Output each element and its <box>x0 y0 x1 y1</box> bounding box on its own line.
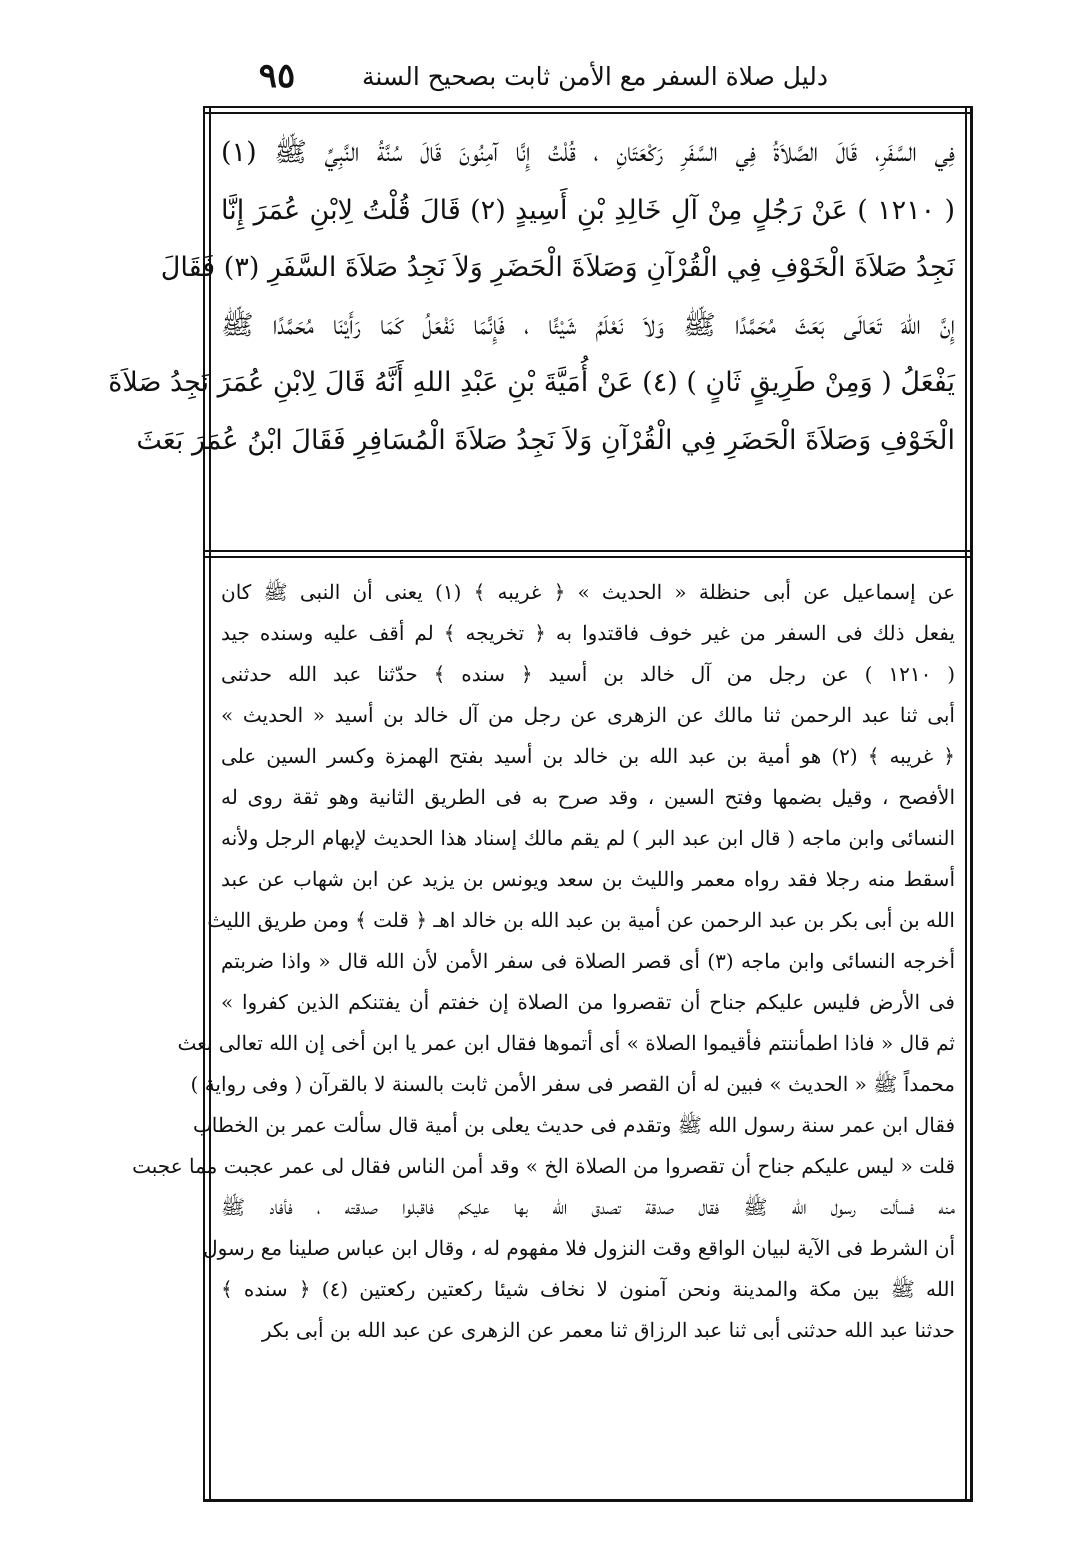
main-text-line: إِنَّ اللهَ تَعَالَى بَعَثَ مُحَمَّدًا ﷺ وَلاَ نَعْلَمُ شَيْئًا ، فَإِنَّمَا نَفْعَلُ كَمَا رَأَيْنَا مُحَمَّدًا ﷺ <box>221 309 955 341</box>
footnote-line: ( ١٢١٠ ) عن رجل من آل خالد بن أسيد ﴿ سنده ﴾ حدّثنا عبد الله حدثنى <box>221 662 955 686</box>
frame-bottom-rule <box>203 1499 973 1502</box>
main-text <box>108 124 955 470</box>
footnote-line: الأفصح ، وقيل بضمها وفتح السين ، وقد صرح به فى الطريق الثانية وهو ثقة روى له <box>221 785 955 809</box>
main-text-line: ( ١٢١٠ ) عَنْ رَجُلٍ مِنْ آلِ خَالِدِ بْنِ أَسِيدٍ (٢) قَالَ قُلْتُ لِابْنِ عُمَرَ إِنَّا <box>221 194 955 226</box>
footnote-line: محمداً ﷺ « الحديث » فبين له أن القصر فى سفر الأمن ثابت بالسنة لا بالقرآن ( وفى رواية ) <box>190 1072 955 1096</box>
frame-top-inner-rule <box>203 112 973 114</box>
footnote-line: أسقط منه رجلا فقد رواه معمر والليث بن سعد ويونس بن يزيد عن ابن شهاب عن عبد <box>221 867 955 891</box>
footnote-line: قلت « ليس عليكم جناح أن تقصروا من الصلاة الخ » وقد أمن الناس فقال لى عمر عجبت مما عجبت <box>132 1154 955 1178</box>
footnote-line: ﴿ غريبه ﴾ (٢) هو أمية بن عبد الله بن خالد بن أسيد بفتح الهمزة وكسر السين على <box>221 744 955 768</box>
running-title: دليل صلاة السفر مع الأمن ثابت بصحيح السنة <box>361 62 829 91</box>
footnote-line: الله ﷺ بين مكة والمدينة ونحن آمنون لا نخاف شيئا ركعتين ركعتين (٤) ﴿ سنده ﴾ <box>221 1277 955 1301</box>
footnote-line: فى الأرض فليس عليكم جناح أن تقصروا من الصلاة إن خفتم أن يفتنكم الذين كفروا » <box>221 990 955 1014</box>
footnote-line: أن الشرط فى الآية لبيان الواقع وقت النزول فلا مفهوم له ، وقال ابن عباس صلينا مع رسول <box>203 1236 955 1260</box>
frame-right-inner-rule <box>965 106 967 1502</box>
main-text-line: الْخَوْفِ وَصَلاَةَ الْحَضَرِ فِي الْقُرْآنِ وَلاَ نَجِدُ صَلاَةَ الْمُسَافِرِ فَقَالَ ابْنُ عُمَرَ بَعَثَ <box>136 424 955 456</box>
frame-right-rule <box>970 106 973 1502</box>
footnotes <box>132 572 956 1351</box>
frame-left-rule <box>203 106 205 1502</box>
page-number: ٩٥ <box>258 56 296 96</box>
text-frame <box>108 106 973 1502</box>
footnote-line: ثم قال « فاذا اطمأننتم فأقيموا الصلاة » أى أتموها فقال ابن عمر يا ابن أخى إن الله تعالى بعث <box>177 1031 955 1055</box>
main-text-line: فِي السَّفَرِ، قَالَ الصَّلاَةُ فِي السَّفَرِ رَكْعَتَانِ ، قُلْتُ إِنَّا آمِنُونَ قَالَ سُنَّةُ النَّبِيِّ ﷺ (١) <box>221 137 955 168</box>
footnote-line: أبى ثنا عبد الرحمن ثنا مالك عن الزهرى عن رجل من آل خالد بن أسيد « الحديث » <box>221 703 955 727</box>
footnote-line: عن إسماعيل عن أبى حنظلة « الحديث » ﴿ غريبه ﴾ (١) يعنى أن النبى ﷺ كان <box>221 580 956 604</box>
divider-inner-rule <box>203 556 973 558</box>
footnote-line: أخرجه النسائى وابن ماجه (٣) أى قصر الصلاة فى سفر الأمن لأن الله قال « واذا ضربتم <box>221 949 956 973</box>
footnote-line: النسائى وابن ماجه ( قال ابن عبد البر ) لم يقم مالك إسناد هذا الحديث لإبهام الرجل ولأنه <box>221 826 955 850</box>
frame-left-inner-rule <box>209 106 211 1502</box>
divider-rule <box>203 550 973 552</box>
main-text-line: يَفْعَلُ ( وَمِنْ طَرِيقٍ ثَانٍ ) (٤) عَنْ أُمَيَّةَ بْنِ عَبْدِ اللهِ أَنَّهُ قَالَ لِابْنِ عُمَرَ نَجِدُ صَلاَةَ <box>108 367 955 399</box>
footnote-line: يفعل ذلك فى السفر من غير خوف فاقتدوا به ﴿ تخريجه ﴾ لم أقف عليه وسنده جيد <box>221 621 955 645</box>
footnote-line: منه فسألت رسول الله ﷺ فقال صدقة تصدق الله بها عليكم فاقبلوا صدقته ، فأفاد ﷺ <box>221 1195 955 1219</box>
frame-top-rule <box>203 106 973 108</box>
main-text-line: نَجِدُ صَلاَةَ الْخَوْفِ فِي الْقُرْآنِ وَصَلاَةَ الْحَضَرِ وَلاَ نَجِدُ صَلاَةَ السَّفَرِ (٣) فَقَالَ <box>160 252 955 284</box>
footnote-line: حدثنا عبد الله حدثنى أبى ثنا عبد الرزاق ثنا معمر عن الزهرى عن عبد الله بن أبى بكر <box>261 1318 955 1342</box>
footnote-line: الله بن أبى بكر بن عبد الرحمن عن أمية بن عبد الله بن خالد اهـ ﴿ قلت ﴾ ومن طريق الليث <box>207 908 955 932</box>
footnote-line: فقال ابن عمر سنة رسول الله ﷺ وتقدم فى حديث يعلى بن أمية قال سألت عمر بن الخطاب <box>192 1113 955 1137</box>
